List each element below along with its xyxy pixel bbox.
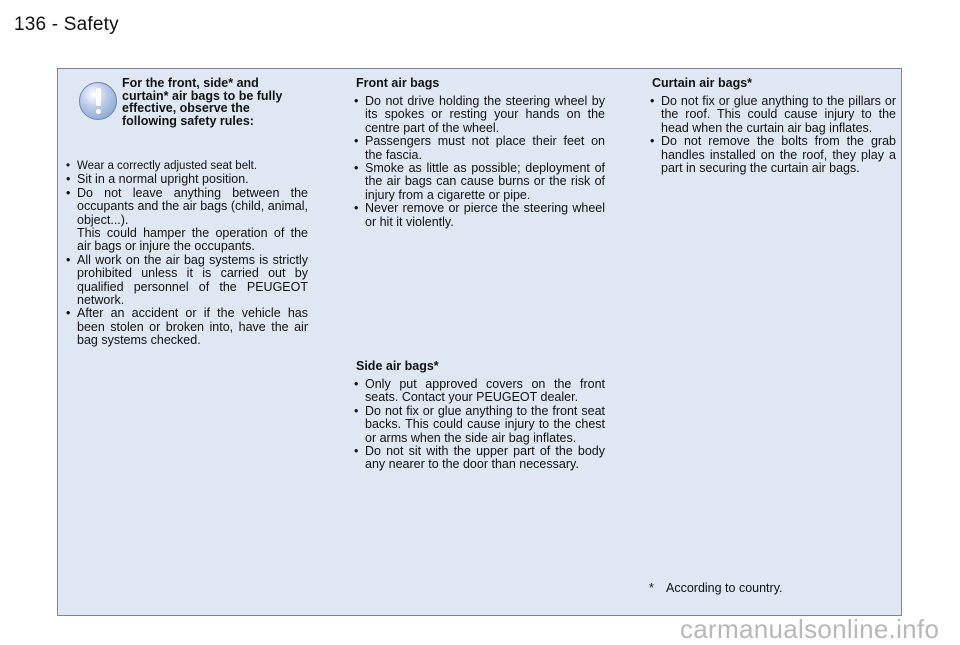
footnote-marker: * <box>649 581 654 595</box>
safety-panel <box>57 68 902 616</box>
list-item: • After an accident or if the vehicle has been stolen or broken into, have the air bag systems checked. <box>65 307 308 347</box>
footnote <box>649 581 783 595</box>
list-item: • Do not sit with the upper part of the body any nearer to the door than necessary. <box>353 445 605 472</box>
footnote-text: According to country. <box>666 581 783 595</box>
list-item: • Wear a correctly adjusted seat belt. <box>65 160 308 173</box>
front-air-bags-heading: Front air bags <box>356 76 440 90</box>
exclamation-warning-icon <box>79 82 117 120</box>
front-air-bags-list <box>353 95 605 229</box>
list-item: • Smoke as little as possible; deployment of the air bags can cause burns or the risk of injury from a cigarette or pipe. <box>353 162 605 202</box>
list-item: • Do not fix or glue anything to the front seat backs. This could cause injury to the chest or arms when the side air bag inflates. <box>353 405 605 445</box>
list-item: • Do not fix or glue anything to the pillars or the roof. This could cause injury to the head when the curtain air bag inflates. <box>649 95 896 135</box>
page-title: 136 - Safety <box>14 14 119 35</box>
general-rules-list <box>65 160 308 348</box>
list-item <box>65 187 308 254</box>
list-item: • Only put approved covers on the front seats. Contact your PEUGEOT dealer. <box>353 378 605 405</box>
watermark: carmanualsonline.info <box>680 614 940 644</box>
list-item: • Do not drive holding the steering wheel by its spokes or resting your hands on the centre part of the wheel. <box>353 95 605 135</box>
side-air-bags-list <box>353 378 605 472</box>
curtain-air-bags-heading: Curtain air bags* <box>652 76 753 90</box>
side-air-bags-heading: Side air bags* <box>356 359 439 373</box>
list-item: • Never remove or pierce the steering wheel or hit it violently. <box>353 202 605 229</box>
list-item: • Passengers must not place their feet on the fascia. <box>353 135 605 162</box>
list-item: • Sit in a normal upright position. <box>65 173 308 186</box>
list-item: • All work on the air bag systems is strictly prohibited unless it is carried out by qualified personnel of the PEUGEOT network. <box>65 254 308 308</box>
intro-text: For the front, side* and curtain* air bags to be fully effective, observe the following safety rules: <box>122 76 283 128</box>
list-item: • Do not remove the bolts from the grab handles installed on the roof, they play a part in securing the curtain air bags. <box>649 135 896 175</box>
curtain-air-bags-list <box>649 95 896 175</box>
list-item-text: Do not leave anything between the occupants and the air bags (child, animal, object...). <box>77 185 308 227</box>
list-item-continuation: This could hamper the operation of the air bags or injure the occupants. <box>77 226 308 254</box>
